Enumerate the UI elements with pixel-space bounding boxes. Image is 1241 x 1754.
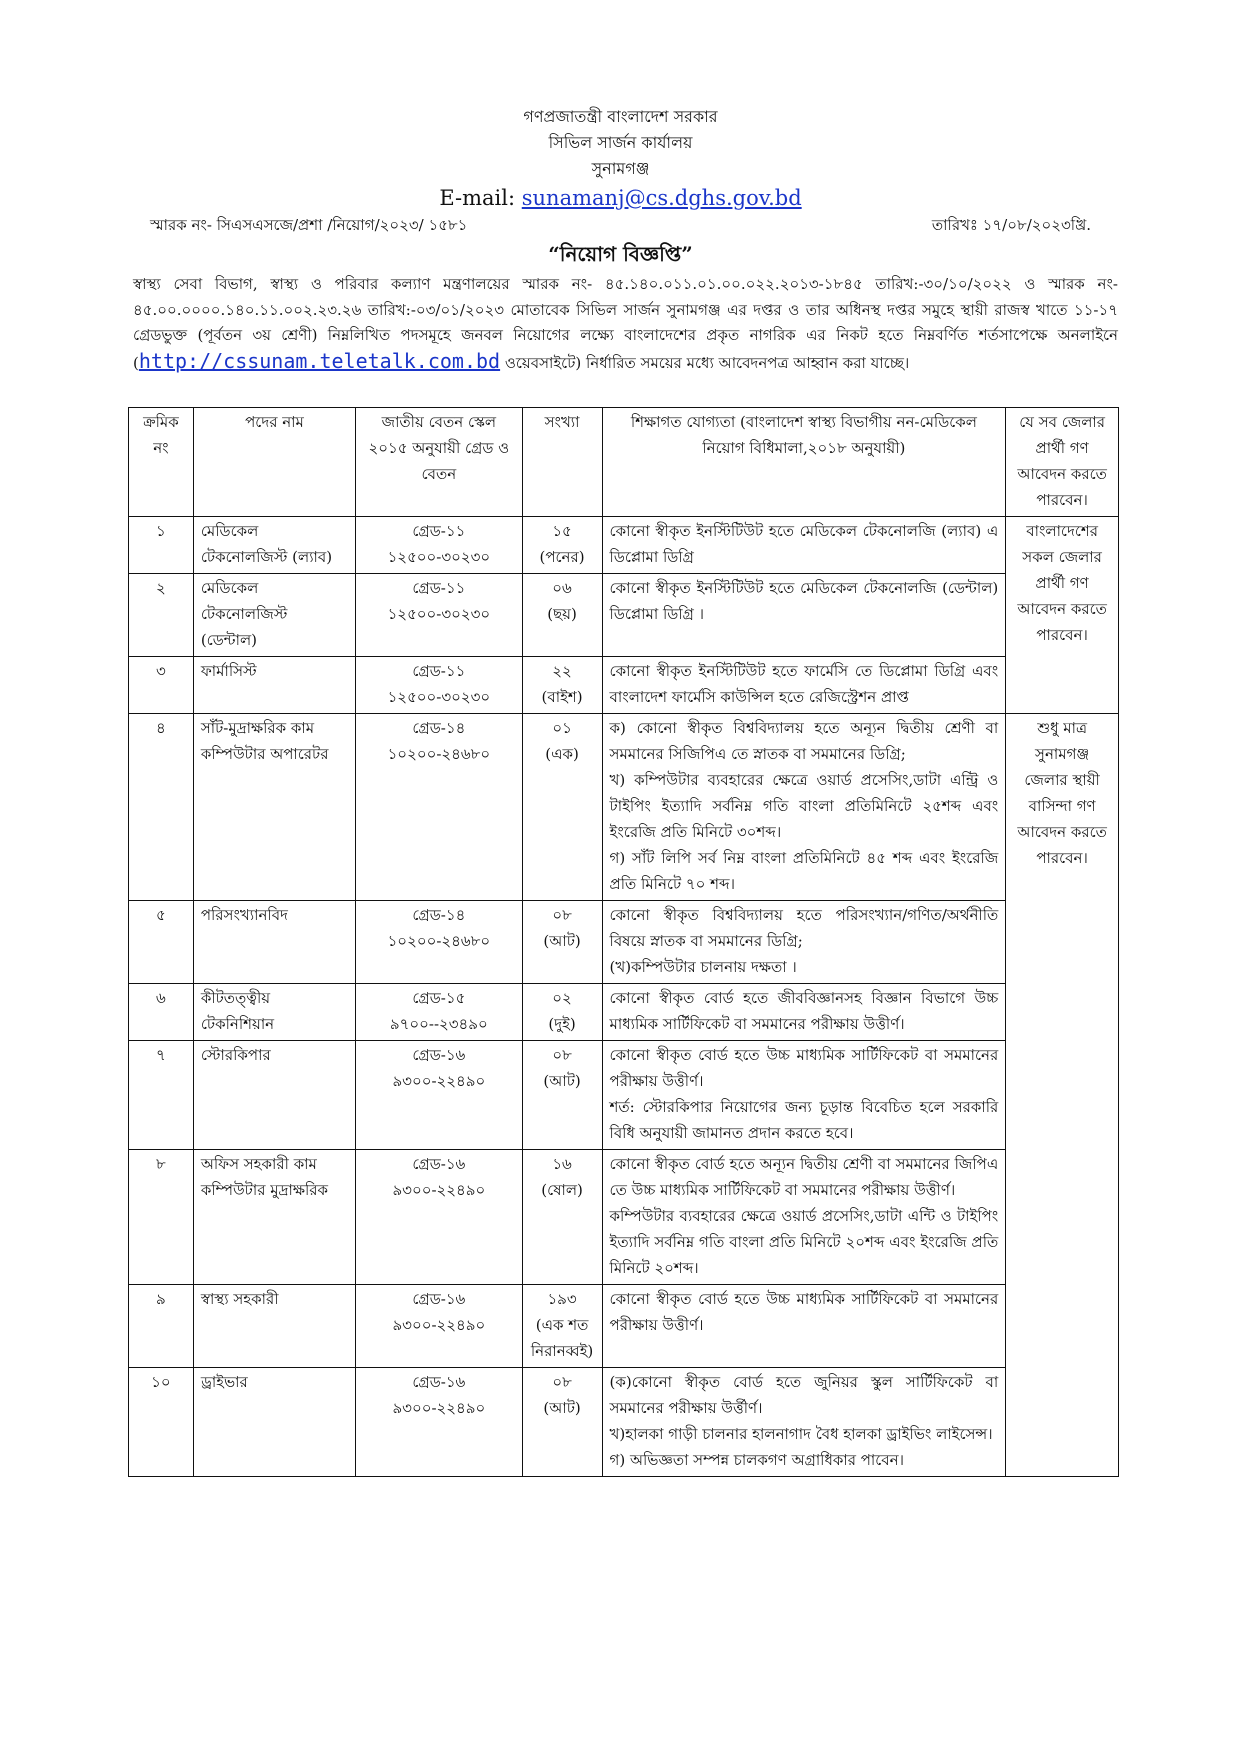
row-qualification bbox=[602, 517, 1006, 574]
row-serial: ৩ bbox=[129, 657, 194, 714]
qualification-line: কম্পিউটার ব্যবহারের ক্ষেত্রে ওয়ার্ড প্রসেসিং,ডাটা এন্টি ও টাইপিং ইত্যাদি সর্বনিম্ন গতি বাংলা প্রতি মিনিটে ২০শব্দ এবং ইংরেজি প্রতি মিনিটে ২০শব্দ। bbox=[609, 1207, 999, 1277]
row-count-number: ০৬ bbox=[552, 579, 572, 597]
qualification-line: কোনো স্বীকৃত ইনস্টিটিউট হতে ফার্মেসি তে ডিপ্লোমা ডিগ্রি এবং বাংলাদেশ ফার্মেসি কাউন্সিল হতে রেজিস্ট্রেশন প্রাপ্ত bbox=[609, 662, 999, 706]
row-qualification bbox=[602, 657, 1006, 714]
qualification-line: গ) সাঁট লিপি সর্ব নিম্ন বাংলা প্রতিমিনিটে ৪৫ শব্দ এবং ইংরেজি প্রতি মিনিটে ৭০ শব্দ। bbox=[609, 849, 999, 893]
header-qualification: শিক্ষাগত যোগ্যতা (বাংলাদেশ স্বাস্থ্য বিভাগীয় নন-মেডিকেল নিয়োগ বিধিমালা,২০১৮ অনুযায়ী) bbox=[602, 408, 1006, 517]
row-count-words: (আট) bbox=[543, 1399, 581, 1417]
row-serial: ৬ bbox=[129, 984, 194, 1041]
row-scale: ১০২০০-২৪৬৮০ bbox=[387, 932, 491, 950]
district-name: সুনামগঞ্জ bbox=[591, 159, 650, 178]
email-link[interactable]: sunamanj@cs.dghs.gov.bd bbox=[521, 186, 802, 210]
qualification-line: (খ)কম্পিউটার চালনায় দক্ষতা । bbox=[609, 958, 797, 976]
row-count bbox=[522, 1285, 602, 1368]
notice-date: তারিখঃ ১৭/০৮/২০২৩খ্রি. bbox=[931, 216, 1091, 234]
row-scale: ৯৩০০-২২৪৯০ bbox=[392, 1316, 486, 1334]
row-scale: ৯৭০০--২৩৪৯০ bbox=[389, 1015, 488, 1033]
row-pay-scale bbox=[356, 1150, 522, 1285]
header-pay-scale: জাতীয় বেতন স্কেল ২০১৫ অনুযায়ী গ্রেড ও বেতন bbox=[356, 408, 522, 517]
row-count-words: (আট) bbox=[543, 1072, 581, 1090]
qualification-line: খ)হালকা গাড়ী চালনার হালনাগাদ বৈধ হালকা ড্রাইভিং লাইসেন্স। bbox=[609, 1425, 993, 1443]
row-count bbox=[522, 1150, 602, 1285]
row-qualification bbox=[602, 1285, 1006, 1368]
table-row bbox=[129, 574, 1119, 657]
row-count-number: ০৮ bbox=[552, 1373, 572, 1391]
row-scale: ১২৫০০-৩০২৩০ bbox=[387, 548, 491, 566]
government-name: গণপ্রজাতন্ত্রী বাংলাদেশ সরকার bbox=[523, 107, 718, 126]
intro-text-before: স্বাস্থ্য সেবা বিভাগ, স্বাস্থ্য ও পরিবার কল্যাণ মন্ত্রণালয়ের স্মারক নং- ৪৫.১৪০.০১১.০১.০০.০২২.২০১৩-১৮৪৫ তারিখ:-৩০/১০/২০২২ ও স্মারক নং- ৪৫.০০.০০০০.১৪০.১১.০০২.২৩.২৬ তারিখ:-০৩/০১/২০২৩ মোতাবেক সিভিল সার্জন সুনামগঞ্জ এর দপ্তর ও তার অধিনস্থ দপ্তর সমুহে স্থায়ী রাজস্ব খাতে ১১-১৭ গ্রেডভুক্ত (পূর্বতন ৩য় শ্রেণী) নিম্নলিখিত পদসমূহে জনবল নিয়োগের লক্ষ্যে বাংলাদেশের প্রকৃত নাগরিক এর নিকট হতে নিম্নবর্ণিত শর্তসাপেক্ষে অনলাইনে ( bbox=[133, 275, 1118, 372]
row-pay-scale bbox=[356, 1285, 522, 1368]
row-scale: ৯৩০০-২২৪৯০ bbox=[392, 1072, 486, 1090]
row-serial: ৮ bbox=[129, 1150, 194, 1285]
row-count-number: ১৯৩ bbox=[547, 1290, 577, 1308]
header-eligible-district: যে সব জেলার প্রার্থী গণ আবেদন করতে পারবেন। bbox=[1006, 408, 1119, 517]
eligible-district-local: শুধু মাত্র সুনামগঞ্জ জেলার স্থায়ী বাসিন্দা গণ আবেদন করতে পারবেন। bbox=[1006, 714, 1119, 1477]
table-header-row bbox=[129, 408, 1119, 517]
qualification-line: কোনো স্বীকৃত বোর্ড হতে উচ্চ মাধ্যমিক সার্টিফিকেট বা সমমানের পরীক্ষায় উত্তীর্ণ। bbox=[609, 1290, 999, 1334]
table-row bbox=[129, 714, 1119, 901]
qualification-line: শর্ত: স্টোরকিপার নিয়োগের জন্য চূড়ান্ত বিবেচিত হলে সরকারি বিধি অনুযায়ী জামানত প্রদান করতে হবে। bbox=[609, 1098, 999, 1142]
row-post-name: মেডিকেল টেকনোলজিস্ট (ল্যাব) bbox=[193, 517, 355, 574]
row-grade: গ্রেড-১৫ bbox=[412, 989, 466, 1007]
row-count bbox=[522, 517, 602, 574]
row-count bbox=[522, 714, 602, 901]
row-scale: ১২৫০০-৩০২৩০ bbox=[387, 605, 491, 623]
row-count-number: ১৫ bbox=[552, 522, 572, 540]
row-count bbox=[522, 901, 602, 984]
row-post-name: স্টোরকিপার bbox=[193, 1041, 355, 1150]
qualification-line: কোনো স্বীকৃত বোর্ড হতে জীববিজ্ঞানসহ বিজ্ঞান বিভাগে উচ্চ মাধ্যমিক সার্টিফিকেট বা সমমানের পরীক্ষায় উত্তীর্ণ। bbox=[609, 989, 999, 1033]
table-row bbox=[129, 984, 1119, 1041]
row-pay-scale bbox=[356, 517, 522, 574]
row-count bbox=[522, 1041, 602, 1150]
row-post-name: ফার্মাসিস্ট bbox=[193, 657, 355, 714]
row-post-name: স্বাস্থ্য সহকারী bbox=[193, 1285, 355, 1368]
row-grade: গ্রেড-১৬ bbox=[412, 1155, 466, 1173]
row-count bbox=[522, 1368, 602, 1477]
qualification-line: কোনো স্বীকৃত বোর্ড হতে অন্যূন দ্বিতীয় শ্রেণী বা সমমানের জিপিএ তে উচ্চ মাধ্যমিক সার্টিফিকেট বা সমমানের পরীক্ষায় উত্তীর্ণ। bbox=[609, 1155, 999, 1199]
table-row bbox=[129, 1285, 1119, 1368]
qualification-line: খ) কম্পিউটার ব্যবহারের ক্ষেত্রে ওয়ার্ড প্রসেসিং,ডাটা এন্ট্রি ও টাইপিং ইত্যাদি সর্বনিম্ন গতি বাংলা প্রতিমিনিটে ২৫শব্দ এবং ইংরেজি প্রতি মিনিটে ৩০শব্দ। bbox=[609, 771, 999, 841]
row-count bbox=[522, 657, 602, 714]
email-label: E-mail: bbox=[439, 186, 522, 210]
qualification-line: কোনো স্বীকৃত বোর্ড হতে উচ্চ মাধ্যমিক সার্টিফিকেট বা সমমানের পরীক্ষায় উত্তীর্ণ। bbox=[609, 1046, 999, 1090]
row-post-name: মেডিকেল টেকনোলজিস্ট (ডেন্টাল) bbox=[193, 574, 355, 657]
row-post-name: সাঁট-মুদ্রাক্ষরিক কাম কম্পিউটার অপারেটর bbox=[193, 714, 355, 901]
row-grade: গ্রেড-১১ bbox=[412, 579, 466, 597]
table-row bbox=[129, 657, 1119, 714]
qualification-line: কোনো স্বীকৃত ইনস্টিটিউট হতে মেডিকেল টেকনোলজি (ল্যাব) এ ডিপ্লোমা ডিগ্রি bbox=[609, 522, 999, 566]
row-count-number: ০১ bbox=[552, 719, 572, 737]
row-qualification bbox=[602, 901, 1006, 984]
intro-text-after: ওয়েবসাইটে) নির্ধারিত সময়ের মধ্যে আবেদনপত্র আহ্বান করা যাচ্ছে। bbox=[500, 353, 910, 372]
row-qualification bbox=[602, 714, 1006, 901]
table-row bbox=[129, 1041, 1119, 1150]
row-serial: ২ bbox=[129, 574, 194, 657]
intro-paragraph bbox=[133, 272, 1118, 376]
row-scale: ৯৩০০-২২৪৯০ bbox=[392, 1181, 486, 1199]
row-grade: গ্রেড-১৬ bbox=[412, 1373, 466, 1391]
row-scale: ১০২০০-২৪৬৮০ bbox=[387, 745, 491, 763]
row-count-number: ০৮ bbox=[552, 906, 572, 924]
row-count-words: (আট) bbox=[543, 932, 581, 950]
qualification-line: গ) অভিজ্ঞতা সম্পন্ন চালকগণ অগ্রাধিকার পাবেন। bbox=[609, 1451, 904, 1469]
row-qualification bbox=[602, 1041, 1006, 1150]
vacancy-rows bbox=[129, 517, 1119, 1477]
row-scale: ১২৫০০-৩০২৩০ bbox=[387, 688, 491, 706]
row-post-name: কীটতত্ত্বীয় টেকনিশিয়ান bbox=[193, 984, 355, 1041]
office-name: সিভিল সার্জন কার্যালয় bbox=[548, 133, 693, 152]
row-post-name: ড্রাইভার bbox=[193, 1368, 355, 1477]
row-scale: ৯৩০০-২২৪৯০ bbox=[392, 1399, 486, 1417]
row-pay-scale bbox=[356, 714, 522, 901]
table-row bbox=[129, 901, 1119, 984]
row-count bbox=[522, 574, 602, 657]
row-count-number: ০৮ bbox=[552, 1046, 572, 1064]
row-serial: ১০ bbox=[129, 1368, 194, 1477]
row-serial: ১ bbox=[129, 517, 194, 574]
notice-title: “নিয়োগ বিজ্ঞপ্তি” bbox=[548, 242, 693, 266]
qualification-line: কোনো স্বীকৃত বিশ্ববিদ্যালয় হতে পরিসংখ্যান/গণিত/অর্থনীতি বিষয়ে স্নাতক বা সমমানের ডিগ্রি; bbox=[609, 906, 999, 950]
header-serial: ক্রমিক নং bbox=[129, 408, 194, 517]
qualification-line: ক) কোনো স্বীকৃত বিশ্ববিদ্যালয় হতে অন্যূন দ্বিতীয় শ্রেণী বা সমমানের সিজিপিএ তে স্নাতক বা সমমানের ডিগ্রি; bbox=[609, 719, 999, 763]
row-grade: গ্রেড-১৬ bbox=[412, 1290, 466, 1308]
row-count bbox=[522, 984, 602, 1041]
row-count-number: ১৬ bbox=[552, 1155, 572, 1173]
row-post-name: পরিসংখ্যানবিদ bbox=[193, 901, 355, 984]
header-count: সংখ্যা bbox=[522, 408, 602, 517]
row-grade: গ্রেড-১১ bbox=[412, 522, 466, 540]
row-qualification bbox=[602, 1368, 1006, 1477]
row-count-words: (ছয়) bbox=[547, 605, 577, 623]
row-post-name: অফিস সহকারী কাম কম্পিউটার মুদ্রাক্ষরিক bbox=[193, 1150, 355, 1285]
table-row bbox=[129, 517, 1119, 574]
table-row bbox=[129, 1368, 1119, 1477]
row-count-words: (ষোল) bbox=[541, 1181, 583, 1199]
row-count-number: ২২ bbox=[552, 662, 572, 680]
row-grade: গ্রেড-১৪ bbox=[412, 719, 466, 737]
row-count-words: (পনের) bbox=[539, 548, 585, 566]
row-count-words: (বাইশ) bbox=[541, 688, 583, 706]
row-serial: ৫ bbox=[129, 901, 194, 984]
email-line bbox=[0, 186, 1241, 210]
row-qualification bbox=[602, 984, 1006, 1041]
row-qualification bbox=[602, 574, 1006, 657]
qualification-line: কোনো স্বীকৃত ইনস্টিটিউট হতে মেডিকেল টেকনোলজি (ডেন্টাল) ডিপ্লোমা ডিগ্রি । bbox=[609, 579, 999, 623]
eligible-district-all: বাংলাদেশের সকল জেলার প্রার্থী গণ আবেদন করতে পারবেন। bbox=[1006, 517, 1119, 714]
row-pay-scale bbox=[356, 984, 522, 1041]
qualification-line: (ক)কোনো স্বীকৃত বোর্ড হতে জুনিয়র স্কুল সার্টিফিকেট বা সমমানের পরীক্ষায় উর্ত্তীর্ণ। bbox=[609, 1373, 999, 1417]
vacancy-table bbox=[128, 407, 1119, 1477]
row-pay-scale bbox=[356, 657, 522, 714]
row-count-number: ০২ bbox=[552, 989, 572, 1007]
table-row bbox=[129, 1150, 1119, 1285]
row-grade: গ্রেড-১৪ bbox=[412, 906, 466, 924]
row-count-words: (এক) bbox=[545, 745, 579, 763]
header-post: পদের নাম bbox=[193, 408, 355, 517]
row-count-words: (এক শত নিরানব্বই) bbox=[530, 1316, 594, 1360]
row-grade: গ্রেড-১১ bbox=[412, 662, 466, 680]
row-serial: ৯ bbox=[129, 1285, 194, 1368]
row-count-words: (দুই) bbox=[548, 1015, 576, 1033]
row-pay-scale bbox=[356, 574, 522, 657]
memo-number: স্মারক নং- সিএসএসজে/প্রশা /নিয়োগ/২০২৩/ ১৫৮১ bbox=[150, 216, 468, 234]
row-pay-scale bbox=[356, 901, 522, 984]
row-pay-scale bbox=[356, 1368, 522, 1477]
row-serial: ৪ bbox=[129, 714, 194, 901]
row-serial: ৭ bbox=[129, 1041, 194, 1150]
row-grade: গ্রেড-১৬ bbox=[412, 1046, 466, 1064]
application-website-link[interactable]: http://cssunam.teletalk.com.bd bbox=[138, 348, 501, 373]
row-pay-scale bbox=[356, 1041, 522, 1150]
row-qualification bbox=[602, 1150, 1006, 1285]
